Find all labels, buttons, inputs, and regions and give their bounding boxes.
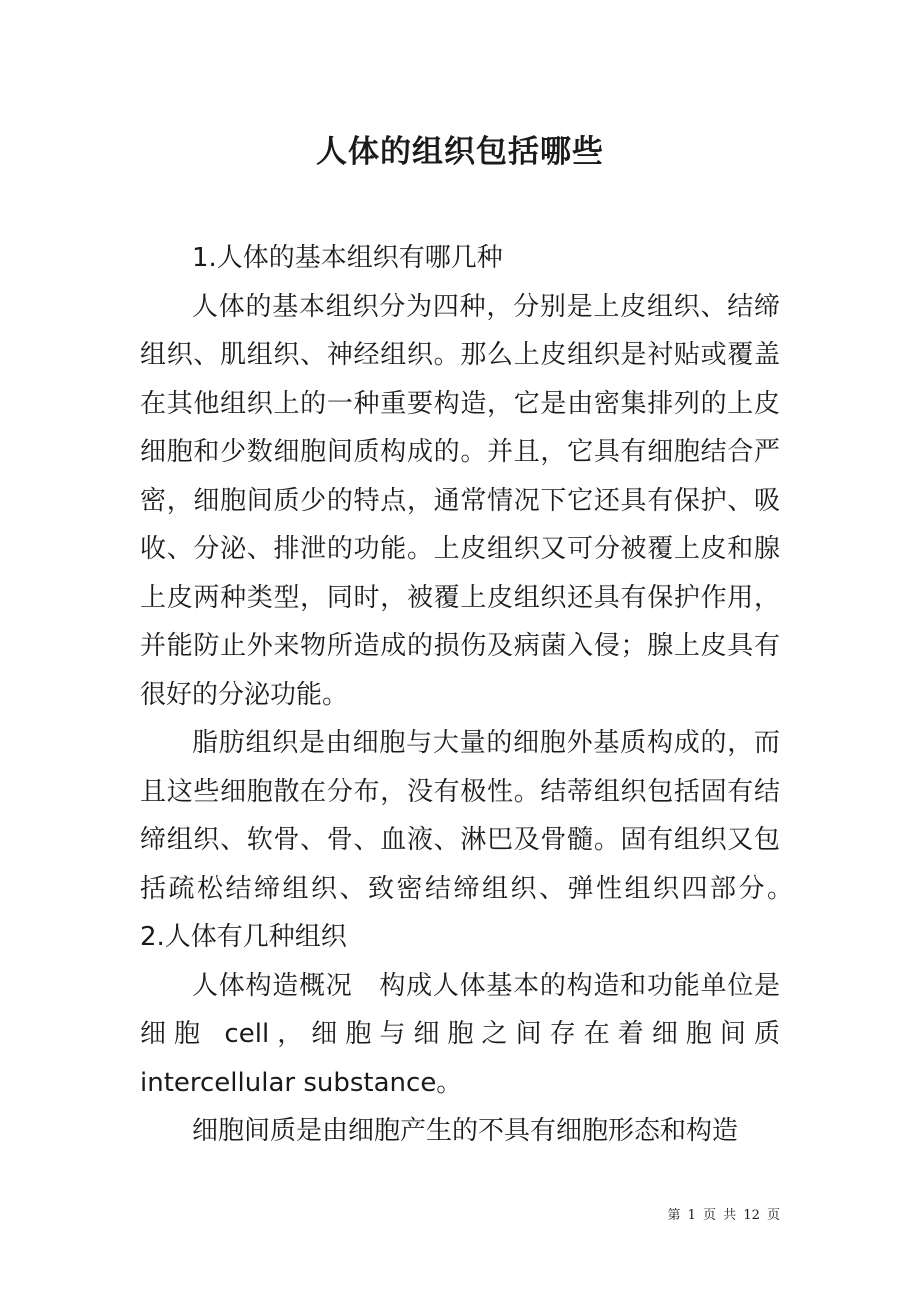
document-title: 人体的组织包括哪些 [316,134,604,170]
paragraph-structure-overview: 人体构造概况 构成人体基本的构造和功能单位是细胞 cell，细胞与细胞之间存在着细胞间质 intercellular substance。 [140,970,780,1098]
paragraph-connective: 脂肪组织是由细胞与大量的细胞外基质构成的，而且这些细胞散在分布，没有极性。结蒂组织包括固有结缔组织、软骨、骨、血液、淋巴及骨髓。固有组织又包括疏松结缔组织、致密结缔组织、弹性组织四部分。 2.人体有几种组织 [140,728,833,952]
paragraph-intercellular: 细胞间质是由细胞产生的不具有细胞形态和构造 [192,1116,739,1146]
document-body [140,234,833,1156]
section-heading-1: 1.人体的基本组织有哪几种 [192,243,503,273]
paragraph-epithelial: 人体的基本组织分为四种，分别是上皮组织、结缔组织、肌组织、神经组织。那么上皮组织是衬贴或覆盖在其他组织上的一种重要构造，它是由密集排列的上皮细胞和少数细胞间质构成的。并且，它具有细胞结合严密，细胞间质少的特点，通常情况下它还具有保护、吸收、分泌、排泄的功能。上皮组织又可分被覆上皮和腺上皮两种类型，同时，被覆上皮组织还具有保护作用，并能防止外来物所造成的损伤及病菌入侵；腺上皮具有很好的分泌功能。 [140,291,780,710]
page-number-footer: 第 1 页 共 12 页 [667,1208,780,1223]
